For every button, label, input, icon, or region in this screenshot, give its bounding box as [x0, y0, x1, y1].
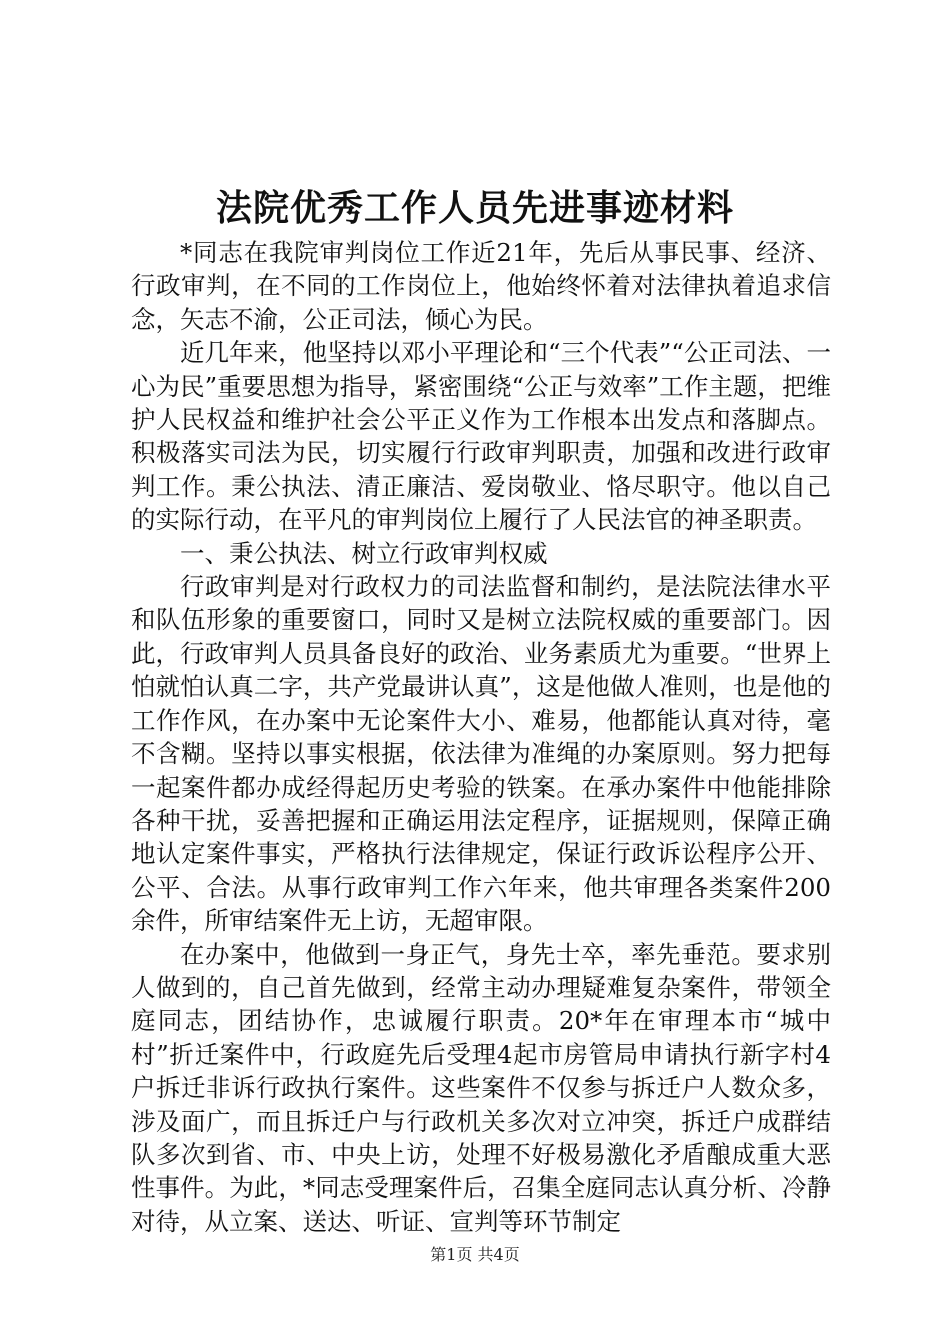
document-body — [131, 236, 831, 1238]
document-title: 法院优秀工作人员先进事迹材料 — [215, 187, 734, 229]
paragraph: 在办案中，他做到一身正气，身先士卒，率先垂范。要求别人做到的，自己首先做到，经常主动办理疑难复杂案件，带领全庭同志，团结协作，忠诚履行职责。20*年在审理本市“城中村”折迁案件中，行政庭先后受理4起市房管局申请执行新字村4户拆迁非诉行政执行案件。这些案件不仅参与拆迁户人数众多，涉及面广，而且拆迁户与行政机关多次对立冲突，拆迁户成群结队多次到省、市、中央上访，处理不好极易激化矛盾酿成重大恶性事件。为此，*同志受理案件后，召集全庭同志认真分析、冷静对待，从立案、送达、听证、宣判等环节制定 — [131, 939, 831, 1236]
section-heading: 一、秉公执法、树立行政审判权威 — [180, 538, 548, 568]
page-number-footer: 第1页 共4页 — [430, 1245, 520, 1264]
paragraph: *同志在我院审判岗位工作近21年，先后从事民事、经济、行政审判，在不同的工作岗位上，他始终怀着对法律执着追求信念，矢志不渝，公正司法，倾心为民。 — [131, 238, 831, 334]
paragraph: 行政审判是对行政权力的司法监督和制约，是法院法律水平和队伍形象的重要窗口，同时又是树立法院权威的重要部门。因此，行政审判人员具备良好的政治、业务素质尤为重要。“世界上怕就怕认真二字，共产党最讲认真”，这是他做人准则，也是他的工作作风，在办案中无论案件大小、难易，他都能认真对待，毫不含糊。坚持以事实根据，依法律为准绳的办案原则。努力把每一起案件都办成经得起历史考验的铁案。在承办案件中他能排除各种干扰，妥善把握和正确运用法定程序，证据规则，保障正确地认定案件事实，严格执行法律规定，保证行政诉讼程序公开、公平、合法。从事行政审判工作六年来，他共审理各类案件200余件，所审结案件无上访，无超审限。 — [131, 572, 831, 936]
paragraph: 近几年来，他坚持以邓小平理论和“三个代表”“公正司法、一心为民”重要思想为指导，紧密围绕“公正与效率”工作主题，把维护人民权益和维护社会公平正义作为工作根本出发点和落脚点。积极落实司法为民，切实履行行政审判职责，加强和改进行政审判工作。秉公执法、清正廉洁、爱岗敬业、恪尽职守。他以自己的实际行动，在平凡的审判岗位上履行了人民法官的神圣职责。 — [131, 338, 831, 535]
